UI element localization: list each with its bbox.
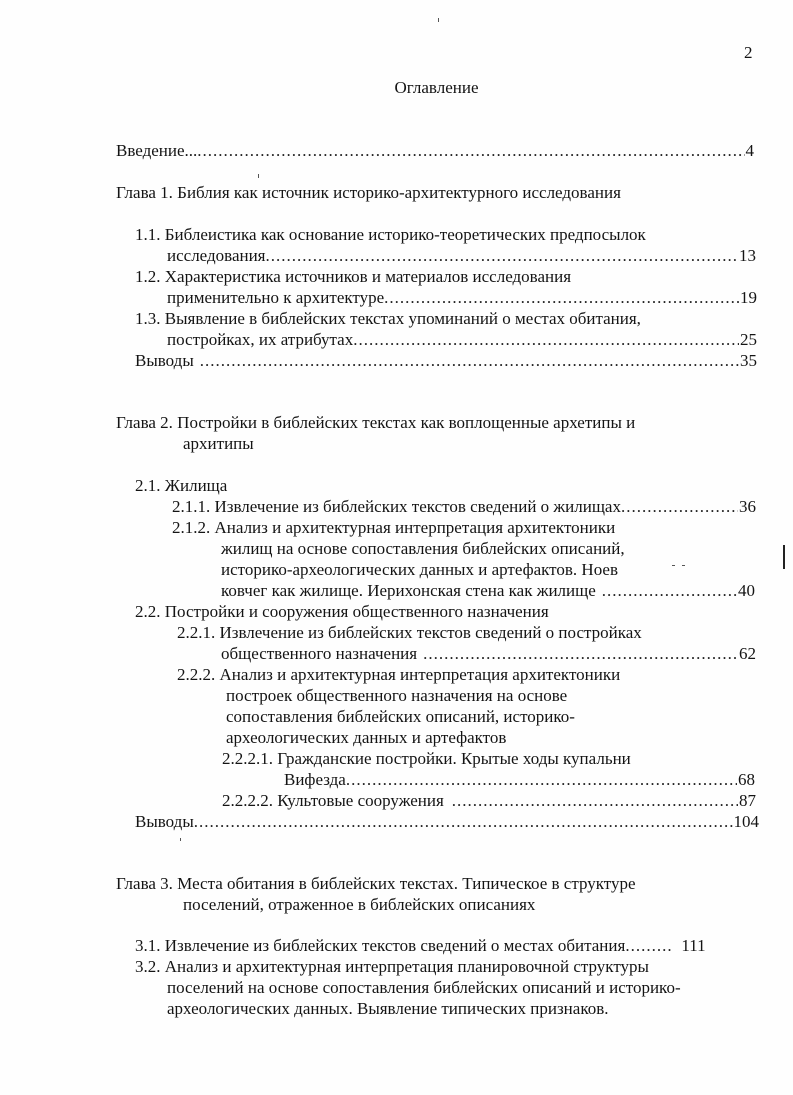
toc-label: общественного назначения — [221, 644, 418, 663]
page-title: Оглавление — [394, 78, 479, 97]
chapter-2-heading-line1: Глава 2. Постройки в библейских текстах как воплощенные архетипы и — [116, 413, 636, 432]
toc-page: 104 — [733, 812, 759, 831]
toc-entry-2-1-1 — [172, 496, 756, 518]
toc-label: Вифезда — [284, 770, 346, 789]
leader-dots — [444, 790, 738, 812]
chapter-1-heading: Глава 1. Библия как источник историко-архитектурного исследования — [116, 183, 621, 202]
leader-dots — [625, 935, 673, 957]
toc-page: 40 — [738, 581, 755, 600]
page-number: 2 — [744, 43, 753, 62]
scan-speck — [672, 565, 675, 566]
toc-entry-2-2-2-line4: археологических данных и артефактов — [226, 728, 507, 747]
scan-speck — [682, 565, 685, 566]
toc-entry-2-2-2-1-line1: 2.2.2.1. Гражданские постройки. Крытые ходы купальни — [222, 749, 631, 768]
toc-page: 13 — [739, 246, 756, 265]
toc-label: Выводы — [135, 351, 194, 370]
toc-entry-2-1-2-line2: жилищ на основе сопоставления библейских описаний, — [221, 539, 625, 558]
toc-entry-2-2-1 — [221, 643, 756, 665]
toc-entry-2-1-2 — [221, 580, 755, 602]
scan-speck — [258, 174, 259, 178]
toc-label: ковчег как жилище. Иерихонская стена как жилище — [221, 581, 596, 600]
scan-speck — [438, 18, 439, 22]
toc-entry-2-2-2-line2: построек общественного назначения на основе — [226, 686, 568, 705]
scan-mark — [783, 545, 785, 569]
leader-dots — [346, 769, 737, 791]
toc-page: 4 — [745, 141, 754, 160]
toc-page: 19 — [740, 288, 757, 307]
toc-entry-3-2-line3: археологических данных. Выявление типических признаков. — [167, 999, 609, 1018]
leader-dots — [417, 643, 738, 665]
leader-dots — [596, 580, 737, 602]
chapter-2-heading-line2: архитипы — [183, 434, 254, 453]
toc-entry-3-2-line2: поселений на основе сопоставления библейских описаний и историко- — [167, 978, 681, 997]
scan-speck — [180, 838, 181, 841]
chapter-3-heading-line1: Глава 3. Места обитания в библейских текстах. Типическое в структуре — [116, 874, 636, 893]
leader-dots — [266, 245, 738, 267]
toc-entry-1-1 — [167, 245, 756, 267]
toc-entry-3-2-line1: 3.2. Анализ и архитектурная интерпретация планировочной структуры — [135, 957, 649, 976]
toc-label: 2.1.1. Извлечение из библейских текстов сведений о жилищах — [172, 497, 621, 516]
toc-page: 35 — [740, 351, 757, 370]
toc-label: исследования — [167, 246, 266, 265]
toc-entry-3-1 — [135, 935, 754, 957]
toc-entry-1-3 — [167, 329, 757, 351]
toc-page: 87 — [739, 791, 756, 810]
toc-page: 36 — [739, 497, 756, 516]
toc-page: 62 — [739, 644, 756, 663]
toc-entry-1-3-line1: 1.3. Выявление в библейских текстах упоминаний о местах обитания, — [135, 309, 641, 328]
toc-entry-1-1-line1: 1.1. Библеистика как основание историко-теоретических предпосылок — [135, 225, 646, 244]
toc-entry-2-1-2-line3: историко-археологических данных и артефактов. Ноев — [221, 560, 618, 579]
toc-entry-ch2-conclusions — [135, 811, 759, 833]
toc-entry-2-2-2-2 — [222, 790, 756, 812]
toc-entry-1-2 — [167, 287, 757, 309]
toc-label: постройках, их атрибутах — [167, 330, 354, 349]
leader-dots — [194, 350, 739, 372]
toc-label: применительно к архитектуре — [167, 288, 385, 307]
toc-label: Выводы — [135, 812, 194, 831]
toc-entry-2-1: 2.1. Жилища — [135, 476, 228, 495]
toc-page: 68 — [738, 770, 755, 789]
toc-page: 111 — [681, 936, 706, 955]
leader-dots — [621, 496, 738, 518]
toc-entry-intro — [116, 140, 754, 162]
toc-label: 3.1. Извлечение из библейских текстов сведений о местах обитания — [135, 936, 626, 955]
toc-entry-2-2-1-line1: 2.2.1. Извлечение из библейских текстов сведений о постройках — [177, 623, 642, 642]
toc-entry-2-2-2-line3: сопоставления библейских описаний, историко- — [226, 707, 575, 726]
leader-dots — [194, 811, 733, 833]
toc-label: Введение... — [116, 141, 198, 160]
toc-label: 2.2.2.2. Культовые сооружения — [222, 791, 444, 810]
chapter-3-heading-line2: поселений, отраженное в библейских описаниях — [183, 895, 536, 914]
leader-dots — [197, 140, 744, 162]
toc-entry-2-1-2-line1: 2.1.2. Анализ и архитектурная интерпретация архитектоники — [172, 518, 616, 537]
toc-entry-2-2-2-line1: 2.2.2. Анализ и архитектурная интерпретация архитектоники — [177, 665, 621, 684]
toc-entry-1-2-line1: 1.2. Характеристика источников и материалов исследования — [135, 267, 572, 286]
toc-entry-ch1-conclusions — [135, 350, 757, 372]
leader-dots — [353, 329, 739, 351]
leader-dots — [384, 287, 739, 309]
toc-page: 25 — [740, 330, 757, 349]
toc-entry-2-2: 2.2. Постройки и сооружения общественного назначения — [135, 602, 549, 621]
toc-entry-2-2-2-1 — [284, 769, 755, 791]
